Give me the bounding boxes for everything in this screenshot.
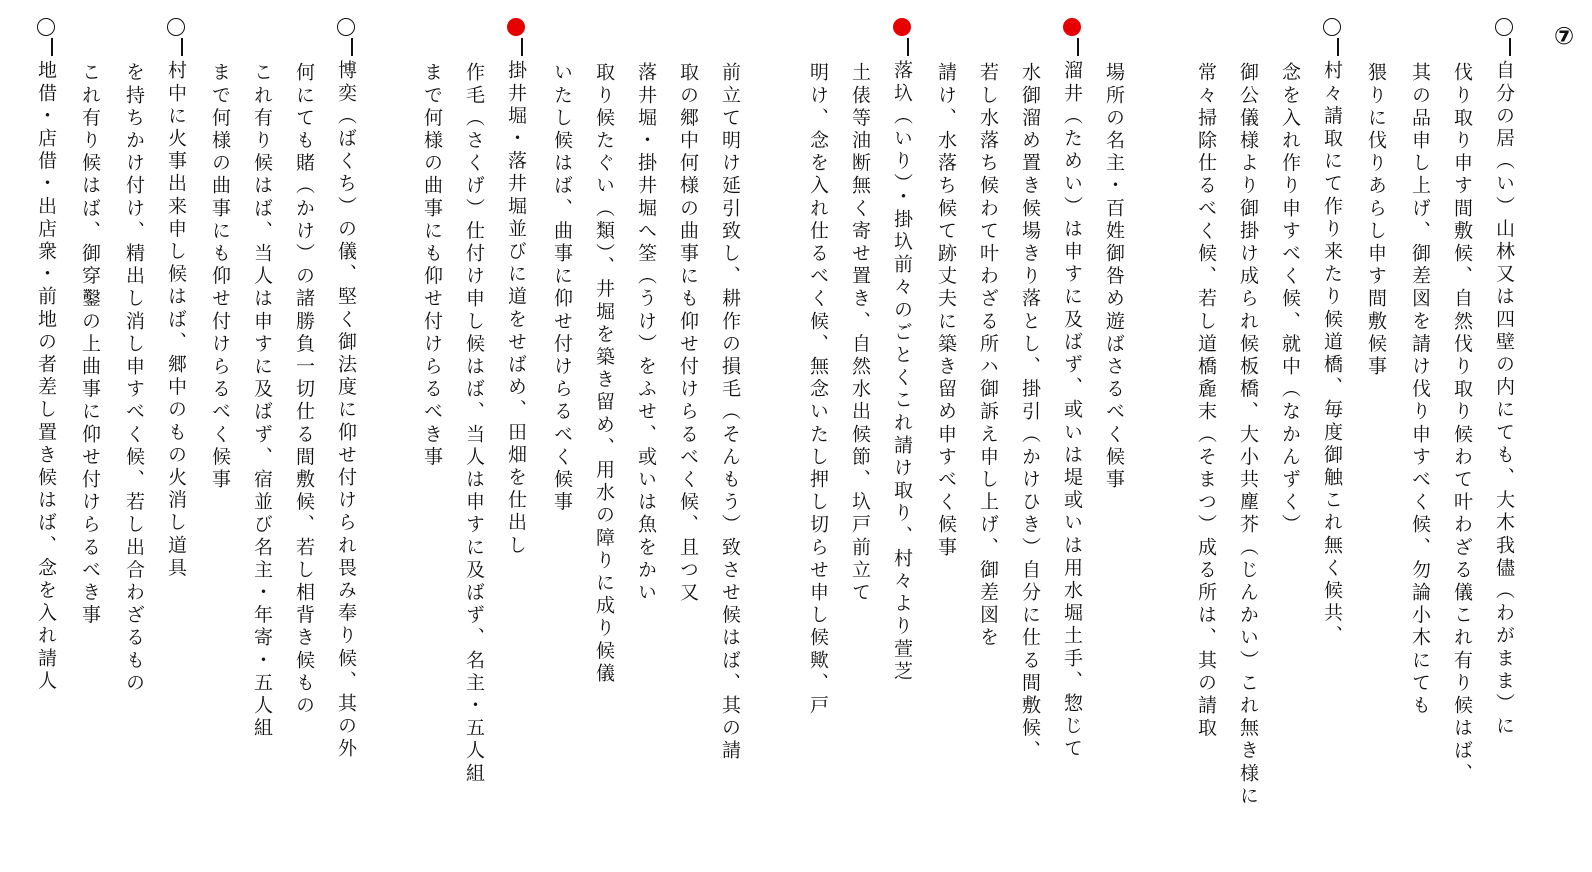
column-text: 水御溜め置き候場きり落とし、掛引（かけひき）自分に仕る間敷候、	[1019, 62, 1041, 763]
text-column	[1358, 18, 1394, 378]
column-text: 落圦（いり）・掛圦前々のごとくこれ請け取り、村々より萱芝	[891, 60, 913, 684]
text-column	[116, 18, 152, 695]
circle-bullet-icon	[167, 18, 185, 36]
text-column	[286, 18, 322, 717]
text-column	[456, 18, 492, 785]
column-text: これ有り候はば、御穿鑿の上曲事に仰せ付けらるべき事	[79, 62, 101, 627]
dash-icon	[907, 38, 909, 56]
column-text: 其の品申し上げ、御差図を請け伐り申すべく候、勿論小木にても	[1409, 62, 1431, 718]
text-column	[72, 18, 108, 627]
text-column	[928, 18, 964, 559]
column-text: を持ちかけ付け、精出し消し申すべく候、若し出合わざるもの	[123, 62, 145, 695]
circle-bullet-icon	[1495, 18, 1513, 36]
column-text: 何にても賭（かけ）の諸勝負一切仕る間敷候、若し相背き候もの	[293, 62, 315, 718]
column-text: 村中に火事出来申し候はば、郷中のもの火消し道具	[165, 60, 187, 580]
column-text: 伐り取り申す間敷候、自然伐り取り候わて叶わざる儀これ有り候はば、	[1451, 62, 1473, 786]
dash-icon	[351, 38, 353, 56]
column-text: 前立て明け延引致し、耕作の損毛（そんもう）致させ候はば、其の請	[719, 62, 741, 763]
circle-bullet-icon	[1323, 18, 1341, 36]
page-number: ⑦	[1553, 22, 1575, 50]
text-column	[328, 18, 364, 761]
text-column	[1096, 18, 1132, 491]
text-column	[244, 18, 280, 740]
text-column	[498, 18, 534, 557]
column-text: 取り候たぐい（類）、井堀を築き留め、用水の障りに成り候儀	[593, 62, 615, 686]
text-column	[1230, 18, 1266, 808]
text-column	[842, 18, 878, 604]
dash-icon	[521, 38, 523, 56]
column-text: 作毛（さくげ）仕付け申し候はば、当人は申すに及ばず、名主・五人組	[463, 62, 485, 786]
text-column	[414, 18, 450, 469]
circle-bullet-icon	[337, 18, 355, 36]
text-column	[712, 18, 748, 763]
column-text: これ有り候はば、当人は申すに及ばず、宿並び名主・年寄・五人組	[251, 62, 273, 740]
column-text: 若し水落ち候わて叶わざる所ハ御訴え申し上げ、御差図を	[977, 62, 999, 650]
text-column	[800, 18, 836, 717]
column-text: 念を入れ作り申すべく候、就中（なかんずく）	[1279, 62, 1301, 537]
text-column	[1444, 18, 1480, 785]
column-text: 地借・店借・出店衆・前地の者差し置き候はば、念を入れ請人	[35, 60, 57, 693]
column-text: 猥りに伐りあらし申す間敷候事	[1365, 62, 1387, 379]
circle-bullet-icon	[37, 18, 55, 36]
column-text: 土俵等油断無く寄せ置き、自然水出候節、圦戸前立て	[849, 62, 871, 605]
column-text: 溜井（ためい）は申すに及ばず、或いは堤或いは用水堀土手、惣じて	[1061, 60, 1083, 761]
column-text: 場所の名主・百姓御咎め遊ばさるべく候事	[1103, 62, 1125, 492]
column-text: 取の郷中何様の曲事にも仰せ付けらるべく候、且つ又	[677, 62, 699, 605]
text-column	[544, 18, 580, 514]
text-column	[158, 18, 194, 580]
column-text: いたし候はば、曲事に仰せ付けらるべく候事	[551, 62, 573, 514]
text-column	[1272, 18, 1308, 537]
red-bullet-icon	[1063, 18, 1081, 36]
column-text: 掛井堀・落井堀並びに道をせばめ、田畑を仕出し	[505, 60, 527, 558]
text-column	[1314, 18, 1350, 648]
text-column	[628, 18, 664, 604]
text-column	[970, 18, 1006, 650]
column-text: 請け、水落ち候て跡丈夫に築き留め申すべく候事	[935, 62, 957, 560]
text-column	[1054, 18, 1090, 761]
column-text: まで何様の曲事にも仰せ付けらるべき事	[421, 62, 443, 469]
column-text: 明け、念を入れ仕るべく候、無念いたし押し切らせ申し候歟、戸	[807, 62, 829, 718]
dash-icon	[181, 38, 183, 56]
dash-icon	[1077, 38, 1079, 56]
text-column	[884, 18, 920, 683]
text-column	[1486, 18, 1522, 738]
text-column	[28, 18, 64, 693]
column-text: 常々掃除仕るべく候、若し道橋麁末（そまつ）成る所は、其の請取	[1195, 62, 1217, 740]
text-column	[1402, 18, 1438, 717]
red-bullet-icon	[893, 18, 911, 36]
column-text: 自分の居（い）山林又は四壁の内にても、大木我儘（わがまま）に	[1493, 60, 1515, 738]
column-text: 村々請取にて作り来たり候道橋、毎度御触これ無く候共、	[1321, 60, 1343, 648]
text-column	[202, 18, 238, 491]
column-text: 博奕（ばくち）の儀、堅く御法度に仰せ付けられ畏み奉り候、其の外	[335, 60, 357, 761]
column-text: 御公儀様より御掛け成られ候板橋、大小共塵芥（じんかい）これ無き様に	[1237, 62, 1259, 808]
text-column	[1188, 18, 1224, 740]
text-column	[586, 18, 622, 685]
column-text: まで何様の曲事にも仰せ付けらるべく候事	[209, 62, 231, 492]
text-column	[670, 18, 706, 604]
column-text: 落井堀・掛井堀へ筌（うけ）をふせ、或いは魚をかい	[635, 62, 657, 605]
dash-icon	[1337, 38, 1339, 56]
red-bullet-icon	[507, 18, 525, 36]
dash-icon	[1509, 38, 1511, 56]
text-column	[1012, 18, 1048, 763]
dash-icon	[51, 38, 53, 56]
